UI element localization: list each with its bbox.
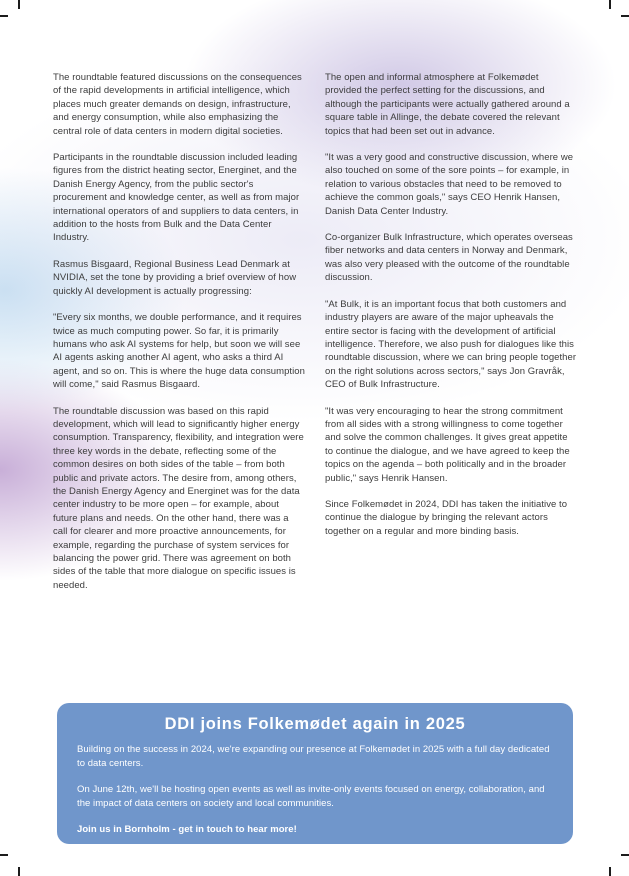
crop-mark-bottom-left-horizontal	[0, 854, 8, 856]
crop-mark-top-left-vertical	[18, 0, 20, 9]
paragraph: Since Folkemødet in 2024, DDI has taken the initiative to continue the dialogue by bringing the relevant actors together on a regular and more binding basis.	[325, 498, 568, 537]
cta-call-to-action-line: Join us in Bornholm - get in touch to hear more!	[77, 824, 297, 835]
paragraph: Participants in the roundtable discussion included leading figures from the district heating sector, Energinet, and the Danish Energy Agency, from the public sector's procurement and knowledge center, as well as from major international operators of and suppliers to data centers, in addition to the hosts from Bulk and the Data Center Industry.	[53, 152, 300, 244]
cta-paragraph: On June 12th, we'll be hosting open events as well as invite-only events focused on energy, collaboration, and the impact of data centers on society and local communities.	[77, 784, 545, 809]
cta-paragraph: Building on the success in 2024, we're expanding our presence at Folkemødet in 2025 with a full day dedicated to data centers.	[77, 744, 550, 769]
paragraph: "It was a very good and constructive discussion, where we also touched on some of the sore points – for example, in relation to various obstacles that need to be removed to achieve the common goals," says CEO Henrik Hansen, Danish Data Center Industry.	[325, 152, 574, 217]
article-column-left	[53, 71, 305, 592]
paragraph: "It was very encouraging to hear the strong commitment from all sides with a strong willingness to come together and solve the common challenges. It gives great appetite to continue the dialogue, and we have agreed to keep the topics on the agenda – both politically and in the broader public," says Henrik Hansen.	[325, 405, 570, 484]
crop-mark-top-left-horizontal	[0, 15, 8, 17]
crop-mark-bottom-left-vertical	[18, 867, 20, 876]
crop-mark-top-right-vertical	[609, 0, 611, 9]
paragraph: The roundtable discussion was based on this rapid development, which will lead to significantly higher energy consumption. Transparency, flexibility, and integration were three key words in the debate, reflecting some of the common desires on both sides of the table – from both public and private actors. The desire from, among others, the Danish Energy Agency and Energinet was for the data center industry to be more open – for example, about future plans and needs. On the other hand, there was a call for clearer and more proactive announcements, for example, regarding the purchase of system services for balancing the power grid. There was agreement on both sides of the table that more dialogue on specific issues is needed.	[53, 405, 304, 591]
cta-box	[57, 703, 573, 844]
paragraph: The open and informal atmosphere at Folkemødet provided the perfect setting for the discussions, and although the participants were actually gathered around a square table in Allinge, the debate covered the relevant topics that had been set out in advance.	[325, 72, 570, 137]
paragraph: Rasmus Bisgaard, Regional Business Lead Denmark at NVIDIA, set the tone by providing a brief overview of how quickly AI development is actually progressing:	[53, 258, 297, 297]
crop-mark-top-right-horizontal	[621, 15, 629, 17]
paragraph: "Every six months, we double performance, and it requires twice as much computing power. So far, it is primarily humans who ask AI systems for help, but soon we will see AI agents asking another AI agent, who asks a third AI agent, and so on. This is where the huge data consumption will come," said Rasmus Bisgaard.	[53, 312, 305, 391]
article-body	[53, 71, 577, 592]
paragraph: The roundtable featured discussions on the consequences of the rapid developments in artificial intelligence, which places much greater demands on design, infrastructure, and energy consumption, while also emphasizing the central role of data centers in modern digital societies.	[53, 72, 302, 137]
cta-title: DDI joins Folkemødet again in 2025	[164, 715, 466, 733]
crop-mark-bottom-right-vertical	[609, 867, 611, 876]
crop-mark-bottom-right-horizontal	[621, 854, 629, 856]
paragraph: Co-organizer Bulk Infrastructure, which operates overseas fiber networks and data centers in Norway and Denmark, was also very pleased with the outcome of the roundtable discussion.	[325, 232, 573, 284]
paragraph: "At Bulk, it is an important focus that both customers and industry players are aware of the major upheavals the entire sector is facing with the development of artificial intelligence. Therefore, we also push for dialogues like this roundtable discussion, where we can bring people together on the right solutions across sectors," says Jon Gravråk, CEO of Bulk Infrastructure.	[325, 298, 577, 391]
article-column-right	[325, 71, 577, 592]
